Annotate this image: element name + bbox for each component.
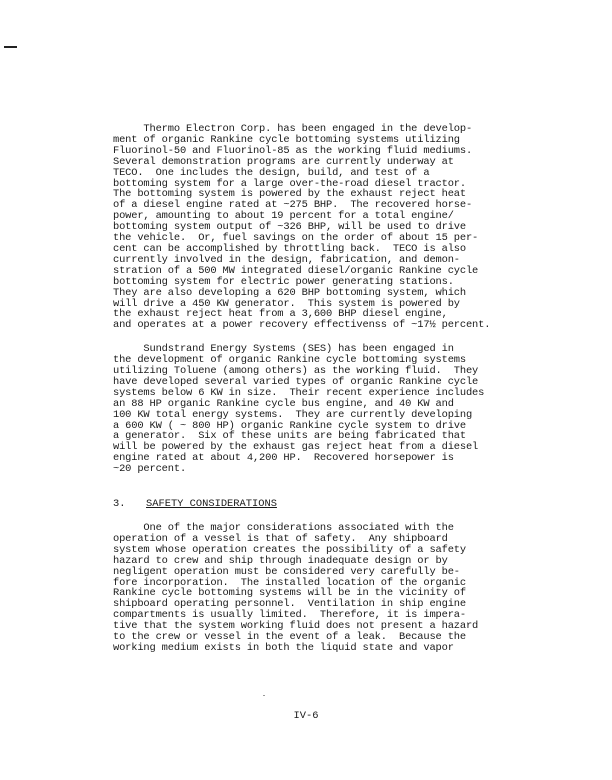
paragraph-safety: One of the major considerations associated with the operation of a vessel is that of safety. Any shipboard system whose operation creates the possibility of a safety hazard to crew and ship through inadequate design or by negligent operation must be considered very carefully be- fore incorporation. The installed location of the organic Rankine cycle bottoming systems will be in the vicinity of shipboard operating personnel. Ventilation in ship engine compartments is usually limited. Therefore, it is impera- tive that the system working fluid does not present a hazard to the crew or vessel in the event of a leak. Because the working medium exists in both the liquid state and vapor [113,522,479,654]
scan-speck [263,695,265,696]
body-text [113,124,593,475]
section-heading [113,498,277,510]
paragraph-thermo-electron: Thermo Electron Corp. has been engaged in the develop- ment of organic Rankine cycle bottoming systems utilizing Fluorinol-50 and Fluorinol-85 as the working fluid mediums. Several demonstration programs are currently underway at TECO. One includes the design, build, and test of a bottoming system for a large over-the-road diesel tractor. The bottoming system is powered by the exhaust reject heat of a diesel engine rated at ~275 BHP. The recovered horse- power, amounting to about 19 percent for a total engine/ bottoming system output of ~326 BHP, will be used to drive the vehicle. Or, fuel savings on the order of about 15 per- cent can be accomplished by throttling back. TECO is also currently involved in the design, fabrication, and demon- stration of a 500 MW integrated diesel/organic Rankine cycle bottoming system for electric power generating stations. They are also developing a 620 BHP bottoming system, which will drive a 450 KW generator. This system is powered by the exhaust reject heat from a 3,600 BHP diesel engine, and operates at a power recovery effectivenss of ~17½ percent. [113,123,491,332]
margin-dash-mark [4,46,17,48]
paragraph-sundstrand: Sundstrand Energy Systems (SES) has been engaged in the development of organic Rankine cycle bottoming systems utilizing Toluene (among others) as the working fluid. They have developed several varied types of organic Rankine cycle systems below 6 KW in size. Their recent experience includes an 88 HP organic Rankine cycle bus engine, and 40 KW and 100 KW total energy systems. They are currently developing a 600 KW ( ~ 800 HP) organic Rankine cycle system to drive a generator. Six of these units are being fabricated that will be powered by the exhaust gas reject heat from a diesel engine rated at about 4,200 HP. Recovered horsepower is ~20 percent. [113,343,485,476]
section-body [113,523,593,654]
section-number: 3. [113,498,126,510]
page-number: IV-6 [293,710,319,722]
section-title: SAFETY CONSIDERATIONS [146,498,277,510]
